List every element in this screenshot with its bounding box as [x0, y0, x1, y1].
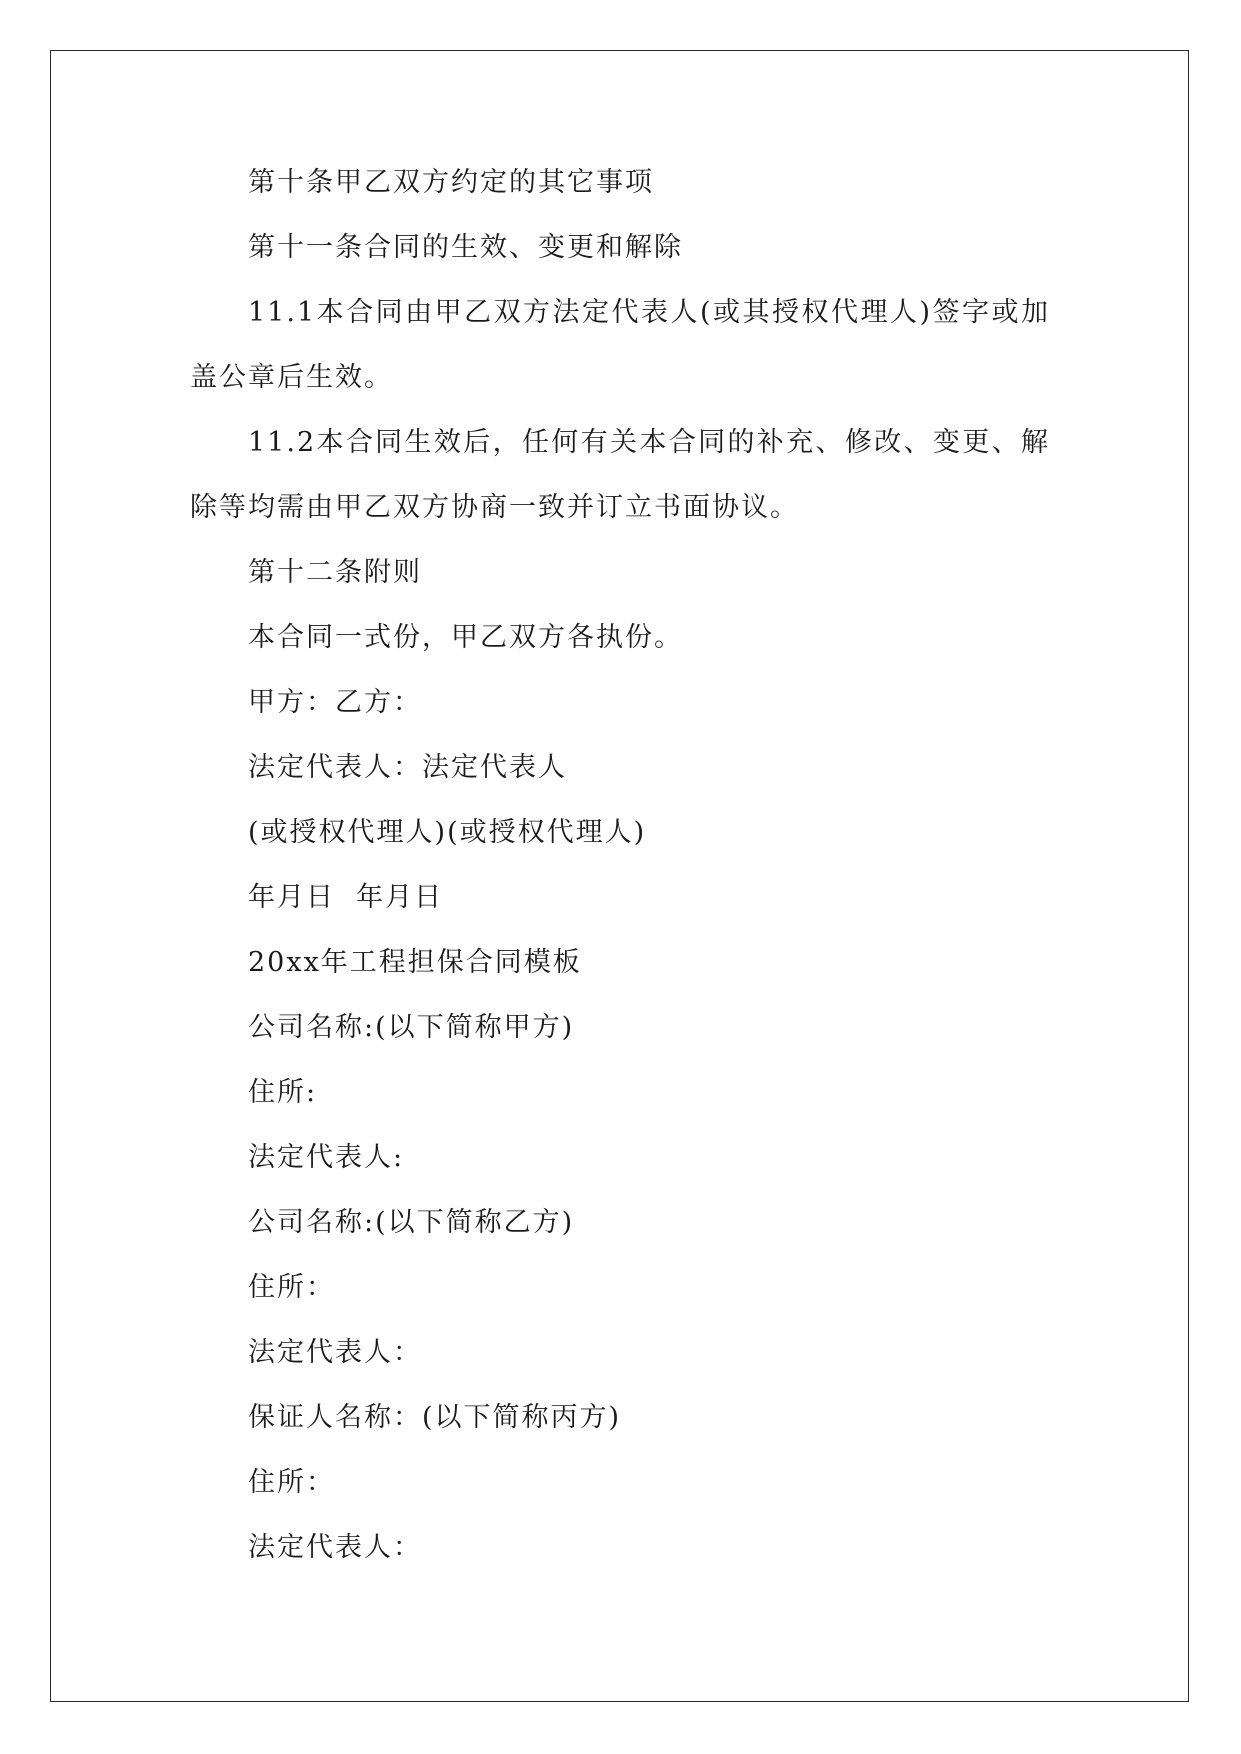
- clause-10-heading: 第十条甲乙双方约定的其它事项: [248, 167, 654, 198]
- legal-rep-label: 法定代表人：法定代表人: [248, 752, 567, 783]
- clause-11-1-line-1: 11.1本合同由甲乙双方法定代表人(或其授权代理人)签字或加: [248, 297, 1050, 328]
- party-a-legal-rep: 法定代表人:: [248, 1142, 405, 1173]
- template-title: 20xx年工程担保合同模板: [248, 947, 582, 978]
- party-a-b-label: 甲方：乙方：: [248, 687, 422, 718]
- clause-11-2-line-2: 除等均需由甲乙双方协商一致并订立书面协议。: [190, 492, 799, 523]
- copies-statement: 本合同一式份，甲乙双方各执份。: [248, 622, 683, 653]
- clause-11-1-line-2: 盖公章后生效。: [190, 362, 393, 393]
- guarantor-address: 住所：: [248, 1467, 335, 1498]
- clause-12-heading: 第十二条附则: [248, 557, 422, 588]
- party-b-company-name: 公司名称:(以下简称乙方): [248, 1207, 575, 1238]
- guarantor-legal-rep: 法定代表人：: [248, 1532, 422, 1563]
- document-body: [190, 155, 1050, 1585]
- party-a-company-name: 公司名称:(以下简称甲方): [248, 1012, 575, 1043]
- guarantor-name: 保证人名称：(以下简称丙方): [248, 1402, 622, 1433]
- party-b-legal-rep: 法定代表人：: [248, 1337, 422, 1368]
- date-line: 年月日 年月日: [248, 882, 444, 913]
- party-b-address: 住所：: [248, 1272, 335, 1303]
- clause-11-2-line-1: 11.2本合同生效后，任何有关本合同的补充、修改、变更、解: [248, 427, 1050, 458]
- authorized-agent-label: (或授权代理人)(或授权代理人): [248, 817, 647, 848]
- clause-11-heading: 第十一条合同的生效、变更和解除: [248, 232, 683, 263]
- party-a-address: 住所:: [248, 1077, 318, 1108]
